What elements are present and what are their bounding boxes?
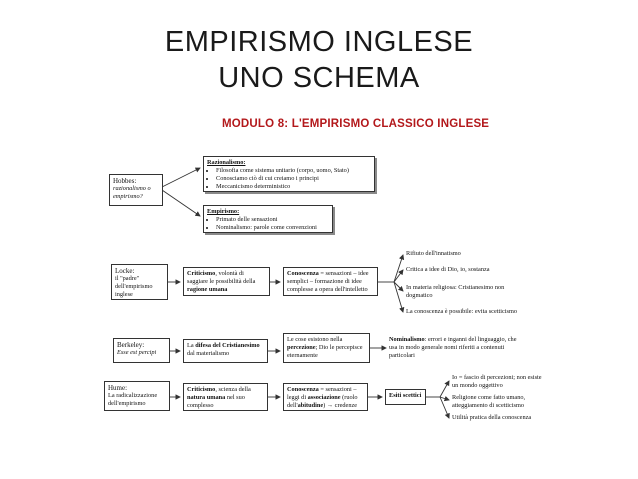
locke-outcome: La conoscenza è possibile: evita scetticismo xyxy=(406,308,518,315)
empiricism-heading: Empirismo: xyxy=(207,208,240,215)
hume-knowledge-mid2: (ruolo dell' xyxy=(287,394,358,409)
hobbes-rationalism-box xyxy=(203,156,375,192)
module-title: MODULO 8: L'EMPIRISMO CLASSICO INGLESE xyxy=(222,118,490,130)
hume-criticism-bold: natura umana xyxy=(187,394,226,401)
berkeley-name: Berkeley: xyxy=(117,341,145,349)
berkeley-perception-box xyxy=(283,333,370,363)
hume-criticism-box xyxy=(183,383,268,411)
locke-criticism-term: Criticismo xyxy=(187,270,216,277)
locke-criticism-bold-end: ragione umana xyxy=(187,286,228,293)
locke-knowledge-box xyxy=(283,267,378,296)
berkeley-defense-pre: La xyxy=(187,342,194,349)
hobbes-empiricism-box xyxy=(203,205,333,233)
locke-criticism-rest: , volontà di saggiare le possibilità della xyxy=(187,270,256,285)
hume-knowledge-box xyxy=(283,383,368,411)
slide-title-line2: UNO SCHEMA xyxy=(218,62,420,94)
rationalism-item: • Conosciamo ciò di cui creiamo i principi xyxy=(216,175,371,183)
hobbes-name: Hobbes: xyxy=(113,177,137,185)
hume-criticism-mid: , scienza della xyxy=(215,386,251,393)
berkeley-perception-bold: percezione xyxy=(287,344,316,351)
berkeley-nominalism-rest: : errori e inganni del linguaggio, che usa in modo generale nomi riferiti a contenuti particolari xyxy=(389,336,517,359)
locke-outcome: Critica a idee di Dio, io, sostanza xyxy=(406,266,490,273)
berkeley-motto: Esse est percipi xyxy=(117,349,157,356)
slide-title-line1: EMPIRISMO INGLESE xyxy=(164,26,474,58)
locke-name: Locke: xyxy=(115,267,135,275)
rationalism-item: • Meccanicismo deterministico xyxy=(216,183,371,191)
berkeley-box xyxy=(113,338,170,363)
berkeley-defense-box xyxy=(183,339,268,363)
hume-outcome: Religione come fatto umano, atteggiamento di scetticismo xyxy=(452,394,526,409)
berkeley-perception-pre: Le cose esistono nella xyxy=(287,336,343,343)
berkeley-nominalism-term: Nominalismo xyxy=(389,336,425,343)
berkeley-defense-post: dal materialismo xyxy=(187,350,230,357)
locke-subtitle: il "padre" dell'empirismo inglese xyxy=(115,275,153,298)
hume-outcome-box xyxy=(385,389,426,405)
hume-knowledge-term: Conoscenza xyxy=(287,386,319,393)
hume-knowledge-post: ) → credenze xyxy=(323,402,358,409)
locke-knowledge-rest: = sensazioni – idee semplici – formazione di idee complesse a opera dell'intelletto xyxy=(287,270,369,293)
hume-knowledge-bold2: abitudine xyxy=(297,402,324,409)
locke-criticism-box xyxy=(183,267,270,296)
hume-name: Hume: xyxy=(108,384,128,392)
hume-box xyxy=(104,381,170,411)
berkeley-perception-post: ; Dio le percepisce eternamente xyxy=(287,344,363,359)
locke-outcome: Rifiuto dell'innatismo xyxy=(406,250,461,257)
rationalism-heading: Razionalismo: xyxy=(207,159,246,166)
hume-criticism-post: nel suo complesso xyxy=(187,394,245,409)
empiricism-item: • Primato delle sensazioni xyxy=(216,216,329,224)
hobbes-subtitle: razionalismo o empirismo? xyxy=(113,185,151,200)
hume-outcome: Utilità pratica della conoscenza xyxy=(452,414,532,421)
locke-knowledge-term: Conoscenza xyxy=(287,270,319,277)
rationalism-item: • Filosofia come sistema unitario (corpo, uomo, Stato) xyxy=(216,167,371,175)
hume-criticism-term: Criticismo xyxy=(187,386,216,393)
hume-outcome-label: Esiti scettici xyxy=(389,392,422,399)
berkeley-nominalism xyxy=(389,336,519,360)
locke-box xyxy=(111,264,168,300)
locke-outcome: In materia religiosa: Cristianesimo non dogmatico xyxy=(406,284,505,299)
hobbes-box xyxy=(109,174,163,206)
empiricism-item: • Nominalismo: parole come convenzioni xyxy=(216,224,329,232)
hume-knowledge-bold1: associazione xyxy=(307,394,341,401)
hume-outcome: Io = fascio di percezioni; non esiste un mondo oggettivo xyxy=(452,374,542,389)
berkeley-defense-bold: difesa del Cristianesimo xyxy=(195,342,260,349)
hume-subtitle: La radicalizzazione dell'empirismo xyxy=(108,392,158,407)
hume-knowledge-mid: = sensazioni – leggi di xyxy=(287,386,357,401)
